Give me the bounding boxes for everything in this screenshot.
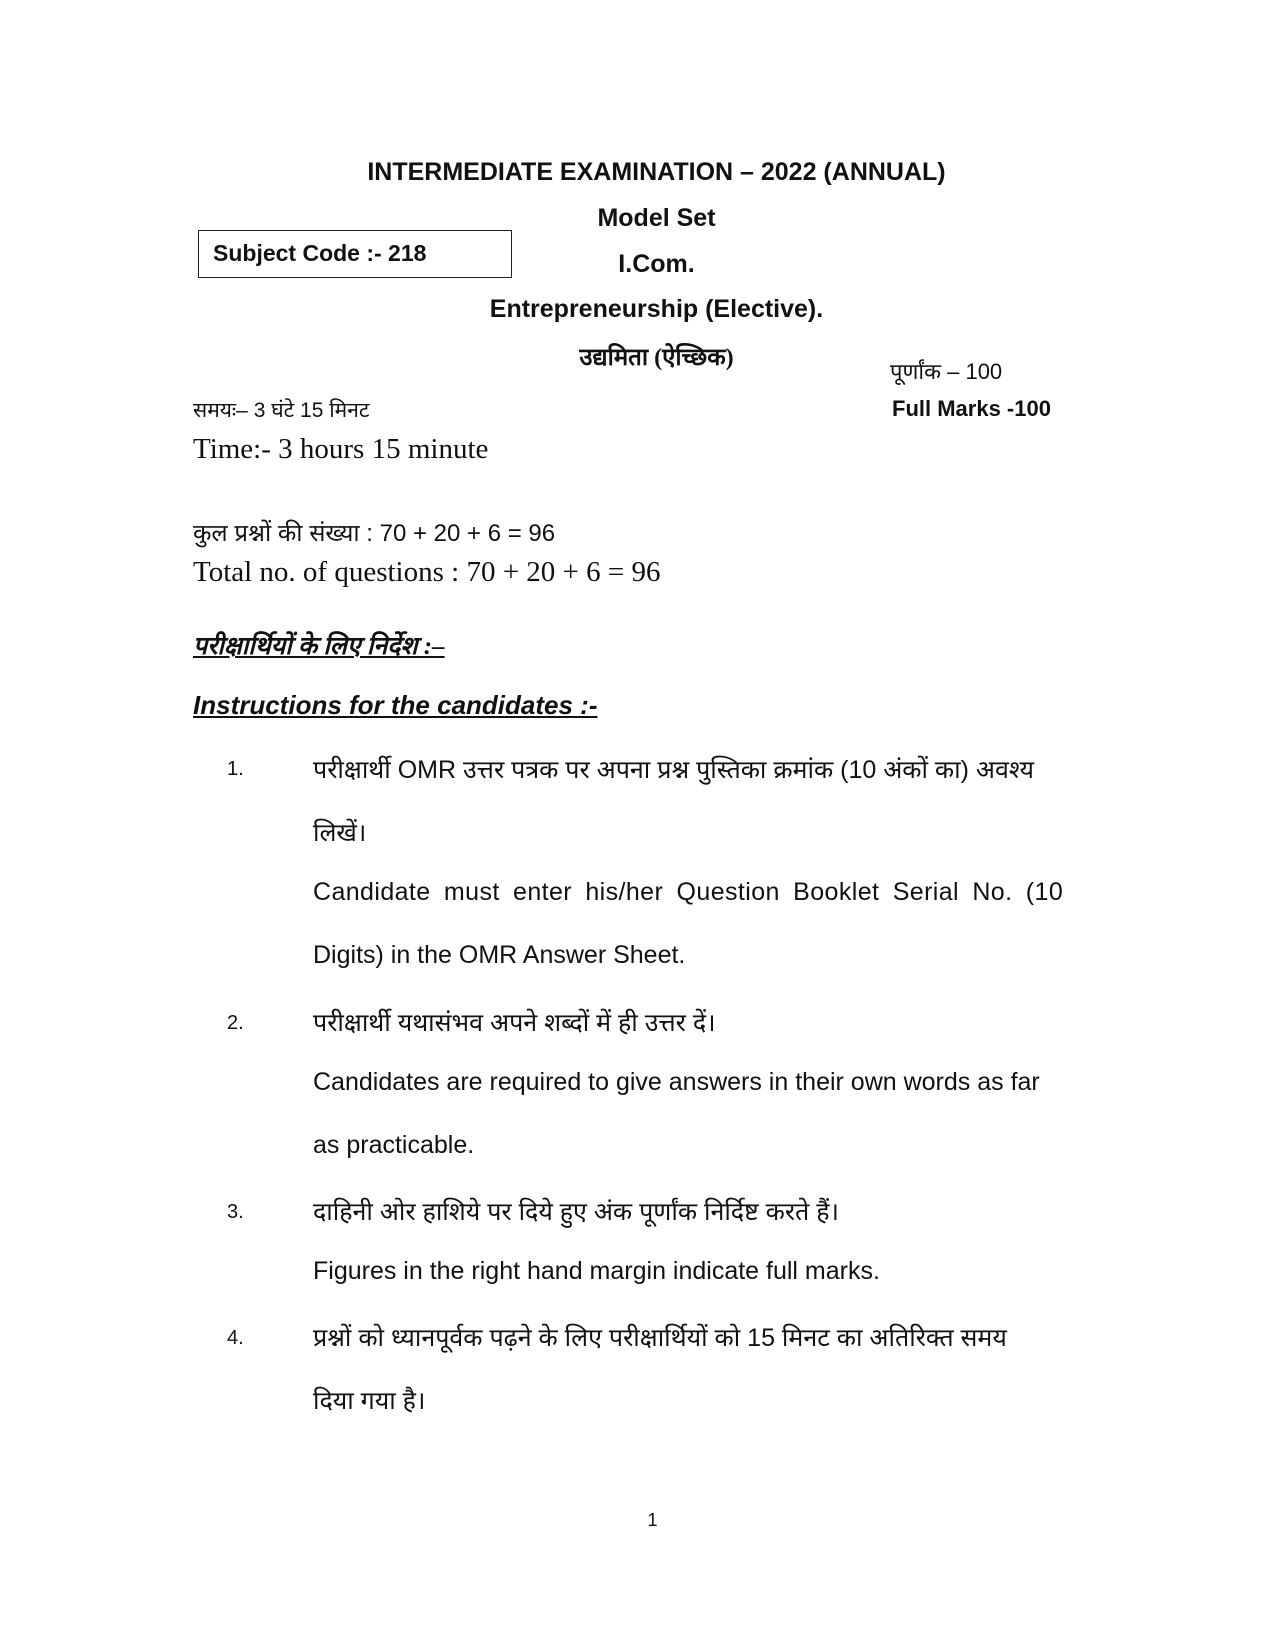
- instruction-3-hindi-line1: दाहिनी ओर हाशिये पर दिये हुए अंक पूर्णांक निर्दिष्ट करते हैं।: [313, 1198, 839, 1226]
- instruction-number: 1.: [227, 758, 244, 780]
- instruction-number: 3.: [227, 1201, 244, 1223]
- instruction-number: 4.: [227, 1327, 244, 1349]
- instructions-heading-english: Instructions for the candidates :-: [193, 690, 598, 720]
- instruction-2-english-line2: as practicable.: [313, 1131, 475, 1159]
- instructions-heading-hindi: परीक्षार्थियों के लिए निर्देश :–: [193, 633, 445, 660]
- exam-title: INTERMEDIATE EXAMINATION – 2022 (ANNUAL): [367, 158, 946, 186]
- time-english: Time:- 3 hours 15 minute: [193, 433, 489, 465]
- stream-label: I.Com.: [618, 250, 695, 278]
- instruction-1-english-line1: Candidate must enter his/her Question Booklet Serial No. (10: [313, 878, 1064, 906]
- instruction-1-hindi-line1: परीक्षार्थी OMR उत्तर पत्रक पर अपना प्रश्न पुस्तिका क्रमांक (10 अंकों का) अवश्य: [313, 756, 1034, 784]
- subject-code-box: [198, 230, 512, 278]
- subject-name-hindi: उद्यमिता (ऐच्छिक): [579, 345, 734, 371]
- page-number: 1: [647, 1510, 658, 1530]
- instruction-3-english-line1: Figures in the right hand margin indicate full marks.: [313, 1257, 880, 1285]
- question-count-english: Total no. of questions : 70 + 20 + 6 = 96: [193, 556, 661, 588]
- instruction-2-english-line1: Candidates are required to give answers in their own words as far: [313, 1068, 1040, 1096]
- model-set-label: Model Set: [597, 204, 716, 232]
- instruction-1-english-line2: Digits) in the OMR Answer Sheet.: [313, 941, 686, 969]
- instruction-1-hindi-line2: लिखें।: [313, 819, 367, 847]
- instruction-2-hindi-line1: परीक्षार्थी यथासंभव अपने शब्दों में ही उत्तर दें।: [313, 1009, 716, 1037]
- full-marks-english: Full Marks -100: [892, 396, 1051, 421]
- full-marks-hindi: पूर्णांक – 100: [890, 359, 1003, 384]
- question-count-hindi: कुल प्रश्नों की संख्या : 70 + 20 + 6 = 96: [193, 520, 556, 547]
- instruction-4-hindi-line2: दिया गया है।: [313, 1387, 426, 1415]
- subject-name-english: Entrepreneurship (Elective).: [489, 295, 824, 323]
- time-hindi: समयः– 3 घंटे 15 मिनट: [193, 399, 370, 422]
- subject-code: Subject Code :- 218: [213, 240, 427, 266]
- instruction-4-hindi-line1: प्रश्नों को ध्यानपूर्वक पढ़ने के लिए परीक्षार्थियों को 15 मिनट का अतिरिक्त समय: [313, 1324, 1007, 1352]
- instruction-number: 2.: [227, 1012, 244, 1034]
